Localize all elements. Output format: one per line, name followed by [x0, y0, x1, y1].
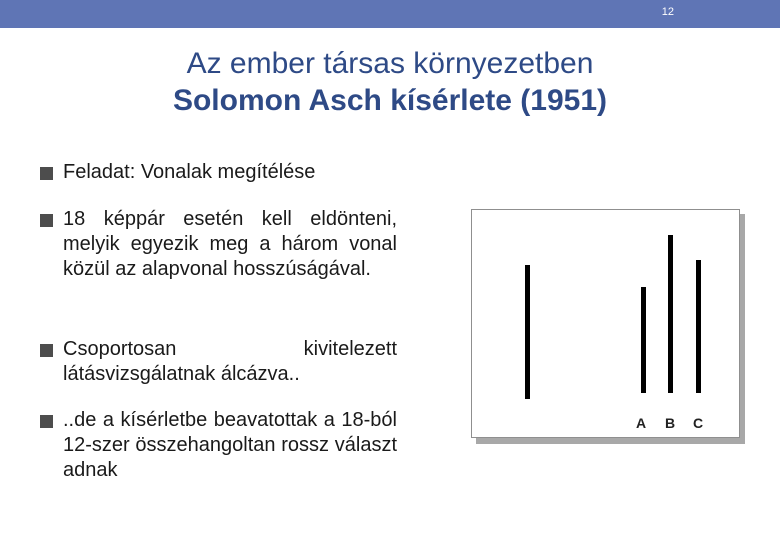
comparison-line-a: [641, 287, 646, 393]
asch-line-figure: [471, 209, 740, 438]
bullet-text: ..de a kísérletbe beavatottak a 18-ból 12-szer összehangoltan rossz választ adnak: [63, 409, 397, 481]
slide-number: 12: [661, 6, 674, 18]
square-bullet-icon: [40, 415, 53, 428]
bullet-text: Csoportosan kivitelezett látásvizsgálatnak álcázva..: [63, 338, 397, 385]
square-bullet-icon: [40, 344, 53, 357]
label-b: B: [665, 415, 676, 431]
comparison-line-b: [668, 235, 673, 393]
square-bullet-icon: [40, 167, 53, 180]
top-bar: [0, 0, 780, 28]
bullet-item-disguise: [40, 337, 397, 387]
title-line-1: Az ember társas környezetben: [186, 47, 594, 80]
bullet-item-task: [40, 160, 397, 185]
label-a: A: [636, 415, 647, 431]
bullet-text: 18 képpár esetén kell eldönteni, melyik egyezik meg a három vonal közül az alapvonal hosszúságával.: [63, 208, 397, 280]
title-line-2: Solomon Asch kísérlete (1951): [172, 84, 608, 117]
slide-title: [0, 46, 780, 120]
standard-line: [525, 265, 530, 399]
bullet-text: Feladat: Vonalak megítélése: [63, 161, 316, 183]
bullet-item-decision: [40, 207, 397, 282]
square-bullet-icon: [40, 214, 53, 227]
comparison-line-c: [696, 260, 701, 393]
label-c: C: [693, 415, 704, 431]
bullet-item-confederates: [40, 408, 397, 483]
